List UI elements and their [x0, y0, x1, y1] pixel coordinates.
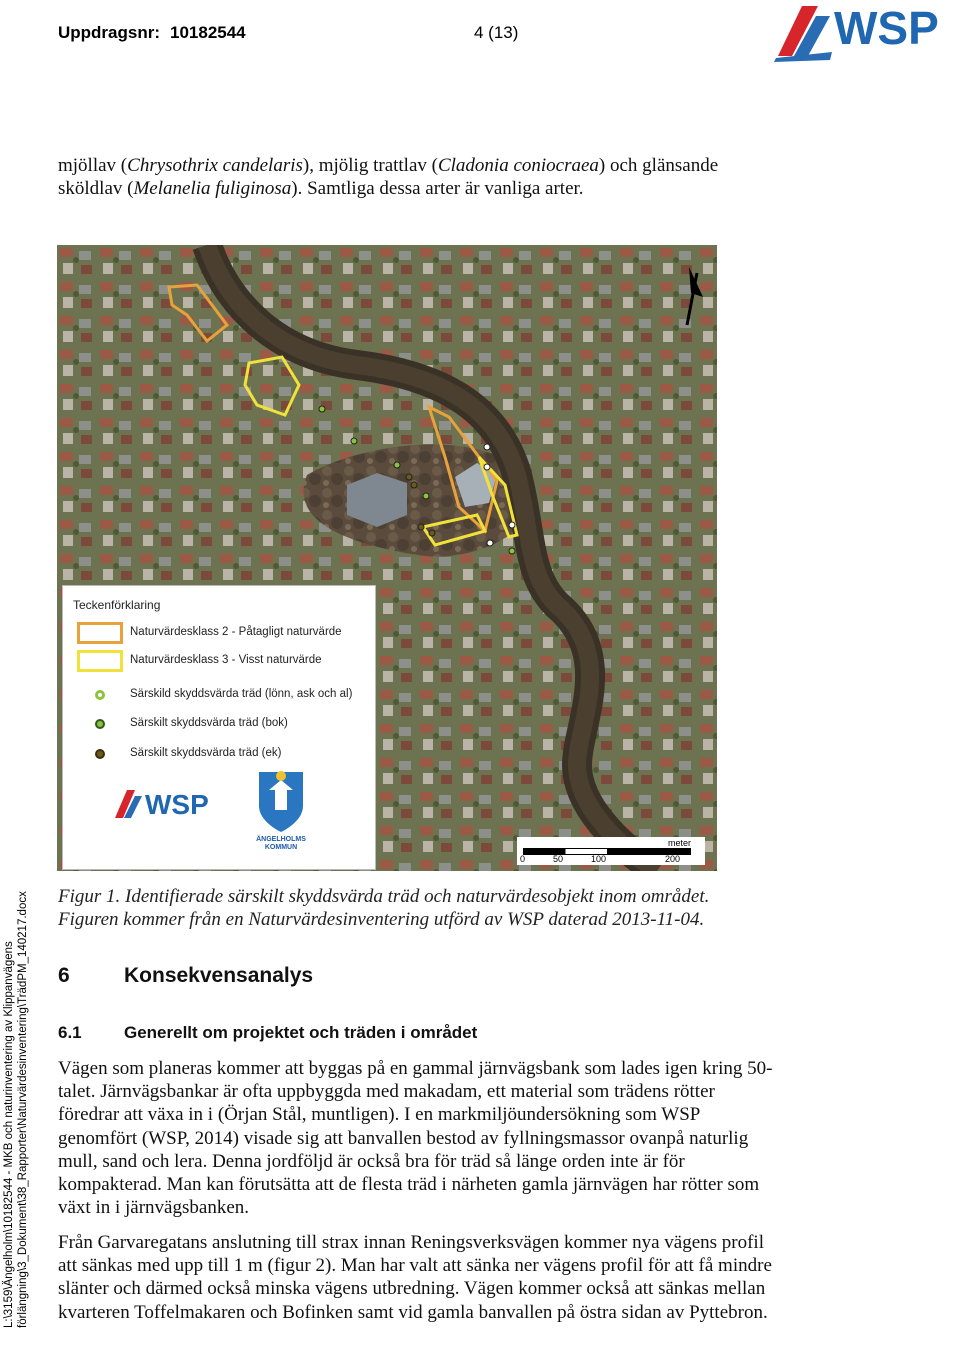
kommun-name-line1: ÄNGELHOLMS: [256, 836, 306, 843]
scale-tick: 0: [520, 854, 526, 864]
orange-outline-swatch: [77, 622, 123, 644]
aerial-map-figure: [57, 245, 717, 871]
legend-label: Särskilt skyddsvärda träd (bok): [130, 717, 288, 729]
kommun-name-line2: KOMMUN: [264, 844, 298, 851]
section-number: 6: [58, 964, 70, 987]
subsection-heading: [58, 1023, 478, 1043]
legend-label: Naturvärdesklass 3 - Visst naturvärde: [130, 654, 322, 666]
map-legend: [62, 585, 376, 870]
subsection-number: 6.1: [58, 1023, 82, 1042]
file-path-line-2: förlängning\3_Dokument\38_Rapporter\Naturvärdesinventering\TrädPM_140217.docx: [17, 891, 29, 1328]
wsp-logo-icon: [772, 0, 960, 62]
assignment-label: Uppdragsnr:: [58, 23, 160, 42]
green-dot-icon: [95, 719, 105, 729]
scale-tick: 200: [665, 854, 681, 864]
legend-wsp-logo: [113, 786, 223, 822]
wsp-logo-text: WSP: [834, 2, 939, 54]
scale-tick: 100: [591, 854, 607, 864]
caption-line-2: Figuren kommer från en Naturvärdesinventering utförd av WSP daterad 2013-11-04.: [58, 909, 705, 930]
assignment-number: [58, 23, 246, 43]
caption-line-1: Figur 1. Identifierade särskilt skyddsvärda träd och naturvärdesobjekt inom området.: [58, 886, 710, 907]
intro-text: mjöllav (Chrysothrix candelaris), mjölig trattlav (Cladonia coniocraea) och glänsande sköldlav (Melanelia fuliginosa). Samtliga dessa arter är vanliga arter.: [58, 155, 719, 199]
legend-label: Naturvärdesklass 2 - Påtagligt naturvärde: [130, 626, 342, 638]
page-number: 4 (13): [474, 23, 519, 42]
file-path-line-1: L:\3159\Ängelholm\10182544 - MKB och naturinventering av Klippanvägens: [3, 941, 15, 1328]
scale-unit: meter: [667, 838, 691, 848]
map-scalebar: [517, 837, 705, 865]
white-dot-icon: [95, 690, 105, 700]
body-paragraph-2: Från Garvaregatans anslutning till strax innan Reningsverksvägen kommer nya vägens profil att sänkas med upp till 1 m (figur 2). Man har valt att sänka ner vägens profil för att få mindre slänter och därmed också minska vägens utbredning. Vägen kommer också att sänkas mellan kvarteren Toffelmakaren och Bofinken samt vid gamla banvallen på östra sidan av Pyttebron.: [58, 1232, 772, 1323]
brown-dot-icon: [95, 749, 105, 759]
scale-tick: 50: [553, 854, 564, 864]
subsection-title: Generellt om projektet och träden i området: [124, 1023, 478, 1042]
legend-label: Särskild skyddsvärda träd (lönn, ask och al): [130, 688, 353, 700]
wsp-logo: [772, 0, 960, 62]
svg-text:WSP: WSP: [145, 789, 209, 820]
angelholm-kommun-logo: [251, 766, 311, 862]
section-title: Konsekvensanalys: [124, 964, 314, 987]
yellow-outline-swatch: [77, 650, 123, 672]
section-heading: [58, 964, 314, 988]
legend-label: Särskilt skyddsvärda träd (ek): [130, 747, 282, 759]
assignment-value: 10182544: [170, 23, 246, 42]
legend-title: Teckenförklaring: [73, 598, 161, 612]
file-path-sidebar: [2, 888, 30, 1328]
body-paragraph-1: Vägen som planeras kommer att byggas på en gammal järnvägsbank som lades igen kring 50-talet. Järnvägsbankar är ofta uppbyggda med makadam, ett material som trädens rötter föredrar att växa in i (Örjan Stål, muntligen). I en markmiljöundersökning som WSP genomfört (WSP, 2014) visade sig att banvallen bestod av fyllningsmassor ovanpå naturlig mull, sand och lera. Denna jordföljd är också bra för träd så länge orden inte är för kompakterad. Man kan förutsätta att de flesta träd i närheten gamla järnvägen har rötter som växt in i järnvägsbanken.: [58, 1058, 773, 1219]
figure-caption: [58, 885, 788, 931]
